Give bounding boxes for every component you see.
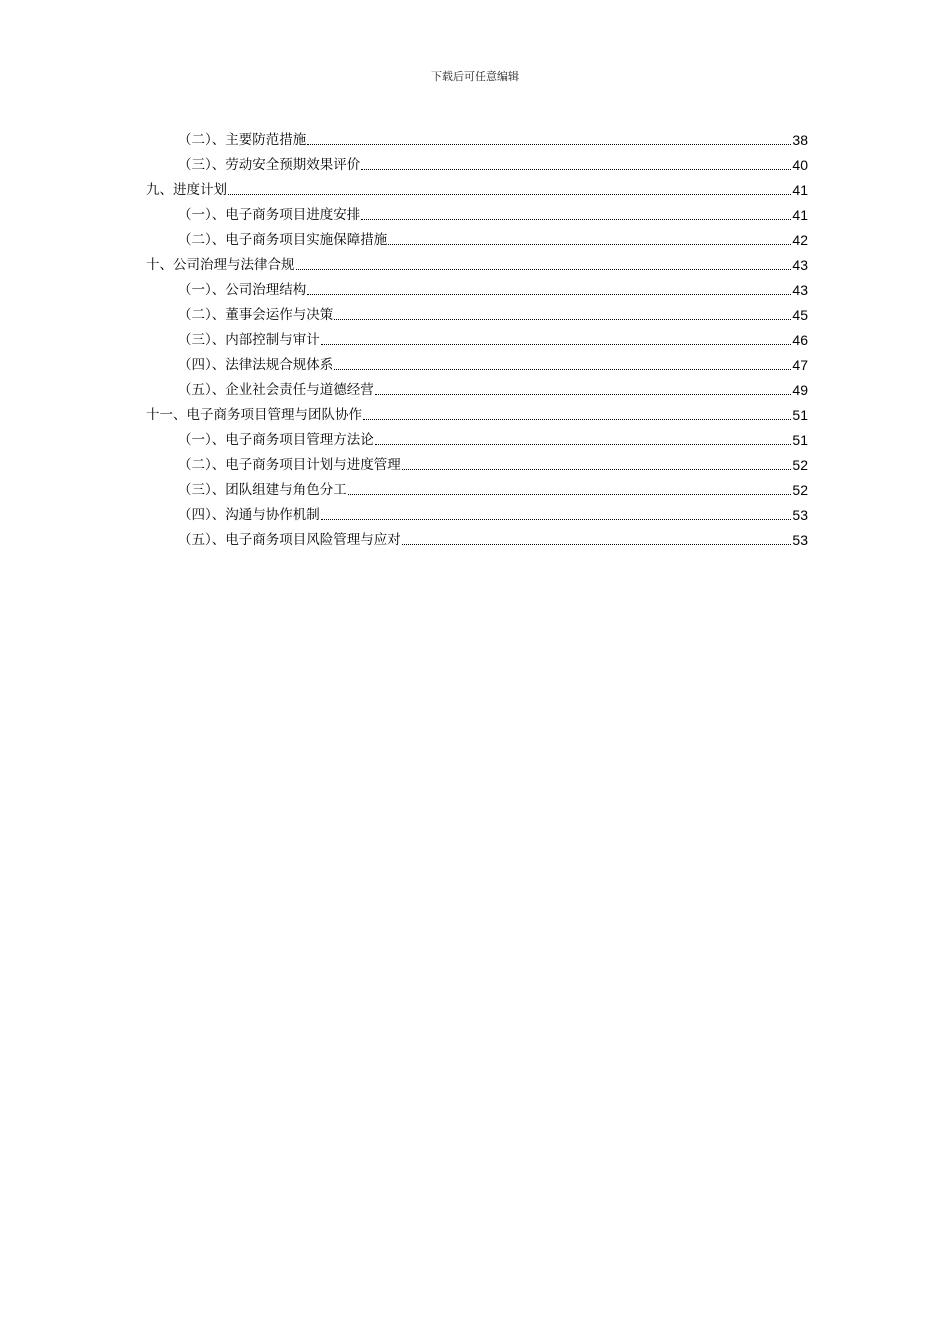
dot-leader [361,219,791,220]
dot-leader [348,494,792,495]
toc-entry-label: 九、进度计划 [146,182,227,198]
toc-entry[interactable] [146,149,808,174]
toc-entry-label: （二）、主要防范措施 [178,132,307,148]
dot-leader [375,444,792,445]
toc-page-number: 52 [792,482,808,498]
toc-page-number: 45 [792,307,808,323]
toc-entry[interactable] [146,424,808,449]
dot-leader [375,394,792,395]
toc-page-number: 47 [792,357,808,373]
toc-entry-label: （四）、法律法规合规体系 [178,357,334,373]
toc-entry-label: （四）、沟通与协作机制 [178,507,320,523]
toc-page-number: 51 [792,407,808,423]
dot-leader [228,194,791,195]
toc-entry-label: （五）、电子商务项目风险管理与应对 [178,532,401,548]
toc-entry[interactable] [146,124,808,149]
toc-page-number: 43 [792,282,808,298]
toc-entry[interactable] [146,524,808,549]
toc-entry[interactable] [146,174,808,199]
toc-entry[interactable] [146,274,808,299]
toc-page-number: 38 [792,132,808,148]
toc-page-number: 51 [792,432,808,448]
toc-entry[interactable] [146,249,808,274]
toc-entry-label: （三）、内部控制与审计 [178,332,320,348]
dot-leader [361,169,791,170]
toc-entry-label: （三）、团队组建与角色分工 [178,482,347,498]
toc-page-number: 42 [792,232,808,248]
dot-leader [402,469,792,470]
toc-entry[interactable] [146,474,808,499]
toc-entry-label: （二）、电子商务项目实施保障措施 [178,232,388,248]
toc-page-number: 40 [792,157,808,173]
dot-leader [307,144,791,145]
toc-entry[interactable] [146,349,808,374]
toc-entry-label: 十一、电子商务项目管理与团队协作 [146,407,362,423]
dot-leader [402,544,792,545]
toc-entry[interactable] [146,399,808,424]
toc-entry-label: （一）、电子商务项目管理方法论 [178,432,374,448]
toc-page-number: 49 [792,382,808,398]
dot-leader [321,344,792,345]
toc-entry-label: （一）、电子商务项目进度安排 [178,207,361,223]
toc-page-number: 41 [792,207,808,223]
table-of-contents [146,124,808,549]
dot-leader [334,369,791,370]
toc-entry[interactable] [146,449,808,474]
header-note: 下载后可任意编辑 [431,70,519,83]
toc-entry-label: （五）、企业社会责任与道德经营 [178,382,374,398]
toc-entry-label: （三）、劳动安全预期效果评价 [178,157,361,173]
toc-page-number: 53 [792,507,808,523]
dot-leader [334,319,791,320]
toc-entry[interactable] [146,499,808,524]
toc-entry[interactable] [146,224,808,249]
toc-page-number: 43 [792,257,808,273]
toc-page-number: 52 [792,457,808,473]
dot-leader [307,294,791,295]
toc-entry-label: （二）、董事会运作与决策 [178,307,334,323]
toc-entry[interactable] [146,299,808,324]
toc-entry[interactable] [146,199,808,224]
dot-leader [296,269,792,270]
toc-entry[interactable] [146,324,808,349]
toc-entry-label: （二）、电子商务项目计划与进度管理 [178,457,401,473]
toc-page-number: 53 [792,532,808,548]
dot-leader [321,519,792,520]
toc-entry-label: 十、公司治理与法律合规 [146,257,295,273]
toc-entry[interactable] [146,374,808,399]
toc-entry-label: （一）、公司治理结构 [178,282,307,298]
toc-page-number: 41 [792,182,808,198]
dot-leader [388,244,791,245]
dot-leader [363,419,791,420]
toc-page-number: 46 [792,332,808,348]
